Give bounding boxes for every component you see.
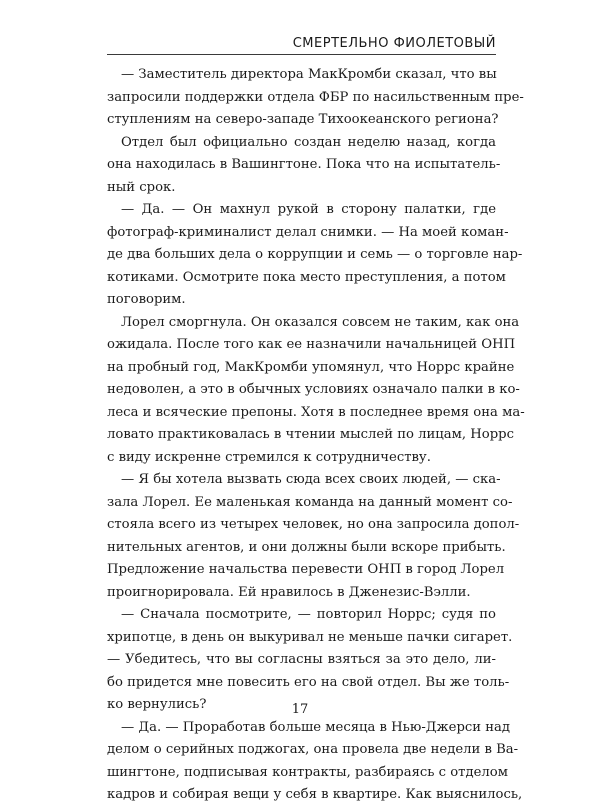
text-line: ный срок. bbox=[107, 179, 176, 195]
text-line: с виду искренне стремился к сотрудничеству. bbox=[107, 449, 431, 465]
text-line: делом о серийных поджогах, она провела две недели в Ва- bbox=[107, 742, 519, 757]
text-line: недоволен, а это в обычных условиях означало палки в ко- bbox=[107, 382, 520, 397]
text-line: — Убедитесь, что вы согласны взяться за это дело, ли- bbox=[107, 652, 496, 667]
text-line: фотограф-криминалист делал снимки. — На моей коман- bbox=[107, 224, 509, 240]
text-line: леса и всяческие препоны. Хотя в последнее время она ма- bbox=[107, 404, 525, 420]
text-line: — Да. — Проработав больше месяца в Нью-Джерси над bbox=[121, 719, 511, 735]
text-line: поговорим. bbox=[107, 292, 186, 307]
text-line: бо придется мне повесить его на свой отдел. Вы же толь- bbox=[107, 674, 510, 690]
text-line: проигнорировала. Ей нравилось в Дженезис-Вэлли. bbox=[107, 584, 471, 600]
text-line: на пробный год, МакКромби упомянул, что Норрс крайне bbox=[107, 359, 515, 375]
text-line: ступлениям на северо-западе Тихоокеанского региона? bbox=[107, 112, 499, 127]
running-head bbox=[107, 14, 496, 55]
text-line: котиками. Осмотрите пока место преступления, а потом bbox=[107, 269, 506, 285]
text-line: де два больших дела о коррупции и семь — о торговле нар- bbox=[107, 247, 523, 262]
text-line: Предложение начальства перевести ОНП в город Лорел bbox=[107, 562, 505, 577]
text-line: ожидала. После того как ее назначили начальницей ОНП bbox=[107, 337, 516, 352]
text-line: — Я бы хотела вызвать сюда всех своих людей, — ска- bbox=[121, 472, 501, 487]
text-line: ко вернулись? bbox=[107, 697, 207, 712]
text-line: хрипотце, в день он выкуривал не меньше пачки сигарет. bbox=[107, 629, 513, 645]
text-line: нительных агентов, и они должны были вскоре прибыть. bbox=[107, 539, 506, 555]
text-line: кадров и собирая вещи у себя в квартире. Как выяснилось, bbox=[107, 787, 523, 802]
text-line: запросили поддержки отдела ФБР по насильственным пре- bbox=[107, 89, 524, 105]
text-line: зала Лорел. Ее маленькая команда на данный момент со- bbox=[107, 494, 513, 510]
running-title: СМЕРТЕЛЬНО ФИОЛЕТОВЫЙ bbox=[292, 36, 496, 51]
text-line: — Заместитель директора МакКромби сказал, что вы bbox=[121, 67, 497, 82]
text-line: Лорел сморгнула. Он оказался совсем не таким, как она bbox=[121, 314, 520, 330]
text-line: она находилась в Вашингтоне. Пока что на испытатель- bbox=[107, 157, 501, 172]
text-line: стояла всего из четырех человек, но она запросила допол- bbox=[107, 517, 520, 532]
text-line: — Да. — Он махнул рукой в сторону палатки, где bbox=[121, 202, 496, 217]
page-number: 17 bbox=[291, 702, 309, 717]
body-text bbox=[107, 64, 525, 807]
text-line: — Сначала посмотрите, — повторил Норрс; судя по bbox=[121, 607, 496, 622]
text-line: Отдел был официально создан неделю назад, когда bbox=[121, 134, 496, 150]
text-line: ловато практиковалась в чтении мыслей по лицам, Норрс bbox=[107, 427, 514, 442]
text-line: шингтоне, подписывая контракты, разбираясь с отделом bbox=[107, 764, 508, 780]
